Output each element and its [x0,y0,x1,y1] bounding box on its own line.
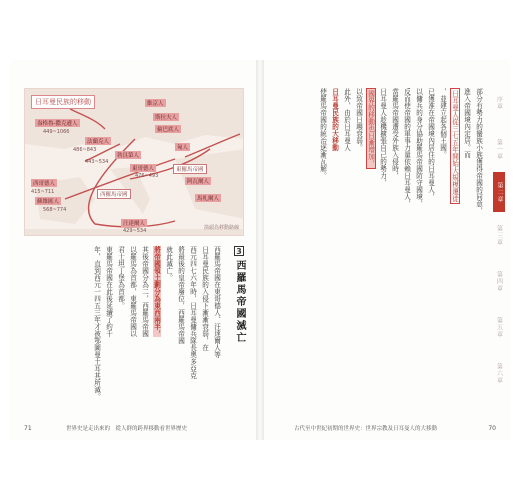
tab-0[interactable]: 序章 [495,96,503,110]
left-col-10: 東羅馬帝國在此後延續了約千 [104,246,113,337]
label-vikings: 維京人 [147,101,164,107]
tab-3[interactable]: 第三章 [495,224,503,246]
right-col-13 [328,88,340,408]
chapter-tabs [488,80,510,396]
right-col-5: 已獲准在帝國境內居住的日耳曼人， [426,88,435,200]
tab-6[interactable]: 第六章 [495,362,503,384]
label-western-rome: 西羅馬帝國 [97,189,131,199]
left-col-1: 西羅馬帝國在東哥德人、汪達爾人等 [212,246,221,358]
label-eastern-rome: 東羅馬帝國 [173,164,207,174]
label-suebi: 蘇維匯人 [37,199,60,205]
left-col-8: 以羅馬為首都，東羅馬帝國以 [128,246,137,337]
left-highlight: 將帝國領土劃分為東西兩半， [152,246,161,337]
left-col-11: 年，直到西元一四五三年才被鄂圖曼土耳其所滅。 [92,246,101,400]
label-east-goths: 東哥德人 [132,166,155,172]
right-col-1: 部分有勢力的蠻族小族獲得帝國的同意， [474,88,483,214]
label-franks: 法蘭克人 [87,139,110,145]
right-col-12: 此外，由於日耳曼人 [342,88,351,151]
right-col-4: ，並建立起各個王國。 [438,88,447,158]
year-vandals: 429~534 [123,228,147,234]
left-page-number: 71 [24,425,32,432]
label-burgundians: 勃艮第人 [117,153,140,159]
right-col-9: 日耳曼人趁機擴張自己的勢力， [378,88,387,186]
germanic-migration-map [24,88,244,236]
tab-1[interactable]: 第一章 [495,138,503,160]
right-col-11: 以致帝國日趨衰弱。 [354,88,363,151]
label-vandals: 汪達爾人 [123,221,146,227]
map-title: 日耳曼民族的移動 [31,95,95,109]
book-gutter [256,60,264,440]
right-col-3 [448,88,460,408]
map-svg [25,89,244,236]
left-col-7: 其後帝國分為二，西羅馬帝國 [140,246,149,337]
right-boxed-text-2: 國界的移動也日漸增加， [366,90,375,167]
left-col-2: 日耳曼民族的入侵下漸漸衰弱，在 [200,246,209,351]
tab-5[interactable]: 第五章 [495,316,503,338]
right-col-6: 以傭兵的身分協助羅馬帝國防守國境， [414,88,423,207]
year-franks: 486~843 [73,147,97,153]
right-col-7: 反而使帝國的軍事力量依賴日耳曼人， [402,88,411,207]
label-magyars: 馬札爾人 [197,196,220,202]
right-col-10 [364,88,376,408]
right-page [264,60,510,440]
right-col-8: 當羅馬帝國遭受外族入侵時， [390,88,399,179]
tab-4[interactable]: 第四章 [495,270,503,292]
year-east-goths: 476~493 [135,173,159,179]
tab-2-active[interactable]: 第二章 [493,172,505,212]
book-spread [10,60,510,440]
map-note: 箭頭為移動路線 [203,225,239,231]
year-burgundians: 443~534 [85,159,109,165]
right-page-number: 70 [488,425,496,432]
section-number: 3 [234,246,244,256]
year-angles: 449~1066 [43,129,70,135]
left-col-9: 君士坦丁堡為首都。 [116,246,125,309]
right-col-14: 使羅馬帝國的統治逐漸瓦解。 [318,88,327,179]
label-lombards: 倫巴底人 [157,127,180,133]
right-boxed-text-1: 日耳曼人從三七五年開始大規模遷徙 [450,90,459,202]
left-col-5: 就此滅亡。 [164,246,173,281]
right-highlight: 日耳曼民族的大移動 [330,88,339,151]
left-col-4: 將最後的皇帝廢位，西羅馬帝國 [176,246,185,344]
left-col-3: 西元四七六年時，日耳曼傭兵隊長奧多亞克 [188,246,197,379]
label-avars: 阿瓦爾人 [187,179,210,185]
label-angles: 盎格魯-撒克遜人 [37,121,78,127]
left-col-6 [150,246,162,406]
label-slavs: 斯拉夫人 [155,115,178,121]
right-footer: 古代至中世紀初期的世界史：世界宗教及日耳曼人的大移動 [294,426,438,432]
section-title: 西羅馬帝國滅亡 [234,260,245,344]
label-huns: 匈人 [177,145,189,151]
right-col-2: 進入帝國境內定居。而 [462,88,471,158]
year-lombards: 568~774 [43,207,67,213]
year-west-goths: 415~711 [31,189,55,195]
label-west-goths: 西哥德人 [33,181,56,187]
left-page [10,60,256,440]
left-footer: 世界史是走出來的 從人群的跨界移動看世界歷史 [66,426,188,432]
